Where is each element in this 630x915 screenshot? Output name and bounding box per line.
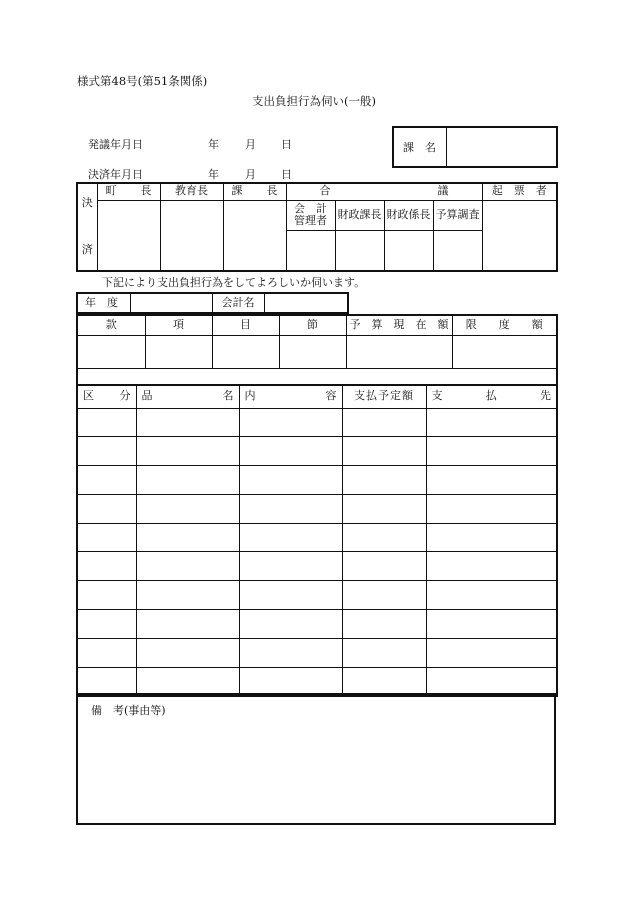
detail-cell[interactable] xyxy=(342,408,426,437)
detail-row xyxy=(77,494,557,523)
detail-row xyxy=(77,638,557,667)
detail-cell[interactable] xyxy=(239,638,342,667)
council-header: 合 議 xyxy=(286,183,482,200)
detail-cell[interactable] xyxy=(426,610,557,639)
budget-cell[interactable] xyxy=(77,335,145,368)
account-name-field[interactable] xyxy=(264,293,348,313)
decision-year: 年 xyxy=(208,168,219,181)
remarks-box[interactable] xyxy=(76,693,556,825)
detail-header-planned-amount: 支払予定額 xyxy=(342,385,426,408)
detail-cell[interactable] xyxy=(239,552,342,581)
section-name-label: 課 名 xyxy=(403,141,436,154)
section-divider xyxy=(446,128,447,166)
detail-cell[interactable] xyxy=(342,667,426,696)
detail-cell[interactable] xyxy=(77,638,136,667)
detail-cell[interactable] xyxy=(239,437,342,466)
decision-day: 日 xyxy=(281,168,292,181)
detail-row xyxy=(77,437,557,466)
detail-cell[interactable] xyxy=(136,466,239,495)
detail-cell[interactable] xyxy=(77,667,136,696)
detail-cell[interactable] xyxy=(239,610,342,639)
fiscal-year-label: 年 度 xyxy=(77,293,130,313)
budget-header-kan: 款 xyxy=(77,315,145,335)
accounting-manager-stamp[interactable] xyxy=(286,230,335,271)
detail-cell[interactable] xyxy=(239,667,342,696)
detail-cell[interactable] xyxy=(426,494,557,523)
detail-cell[interactable] xyxy=(77,610,136,639)
detail-cell[interactable] xyxy=(426,667,557,696)
detail-row xyxy=(77,523,557,552)
town-head-header: 町 長 xyxy=(97,183,160,200)
detail-cell[interactable] xyxy=(136,494,239,523)
detail-header-content: 内 容 xyxy=(239,385,342,408)
detail-cell[interactable] xyxy=(426,581,557,610)
detail-cell[interactable] xyxy=(77,581,136,610)
detail-row xyxy=(77,408,557,437)
detail-row xyxy=(77,581,557,610)
form-title: 支出負担行為伺い(一般) xyxy=(252,94,376,108)
section-name-field[interactable] xyxy=(448,128,556,166)
detail-cell[interactable] xyxy=(239,466,342,495)
detail-cell[interactable] xyxy=(136,408,239,437)
detail-cell[interactable] xyxy=(136,437,239,466)
budget-header-moku: 目 xyxy=(212,315,279,335)
detail-cell[interactable] xyxy=(426,523,557,552)
budget-table xyxy=(76,314,558,386)
detail-cell[interactable] xyxy=(342,466,426,495)
detail-cell[interactable] xyxy=(342,437,426,466)
detail-header-payee: 支 払 先 xyxy=(426,385,557,408)
budget-cell[interactable] xyxy=(212,335,279,368)
detail-cell[interactable] xyxy=(342,610,426,639)
detail-cell[interactable] xyxy=(426,408,557,437)
detail-cell[interactable] xyxy=(77,437,136,466)
approval-table xyxy=(76,182,558,272)
finance-section-head-header: 財政課長 xyxy=(335,200,384,230)
finance-section-head-stamp[interactable] xyxy=(335,230,384,271)
drafter-stamp[interactable] xyxy=(482,200,557,271)
budget-cell[interactable] xyxy=(145,335,212,368)
decision-month: 月 xyxy=(245,168,256,181)
detail-cell[interactable] xyxy=(239,494,342,523)
budget-cell[interactable] xyxy=(346,335,452,368)
budget-header-setsu: 節 xyxy=(279,315,346,335)
detail-cell[interactable] xyxy=(426,437,557,466)
detail-cell[interactable] xyxy=(239,523,342,552)
detail-cell[interactable] xyxy=(77,466,136,495)
town-head-stamp[interactable] xyxy=(97,200,160,271)
detail-cell[interactable] xyxy=(77,552,136,581)
account-name-label: 会計名 xyxy=(212,293,264,313)
detail-cell[interactable] xyxy=(136,523,239,552)
budget-header-limit: 限 度 額 xyxy=(452,315,557,335)
detail-cell[interactable] xyxy=(136,581,239,610)
section-head-stamp[interactable] xyxy=(223,200,286,271)
proposal-day: 日 xyxy=(281,138,292,151)
budget-check-stamp[interactable] xyxy=(433,230,482,271)
fiscal-table xyxy=(76,292,349,314)
detail-cell[interactable] xyxy=(426,466,557,495)
detail-cell[interactable] xyxy=(342,523,426,552)
detail-cell[interactable] xyxy=(426,552,557,581)
budget-header-kou: 項 xyxy=(145,315,212,335)
detail-cell[interactable] xyxy=(239,408,342,437)
detail-cell[interactable] xyxy=(342,494,426,523)
detail-cell[interactable] xyxy=(136,638,239,667)
detail-cell[interactable] xyxy=(77,408,136,437)
detail-cell[interactable] xyxy=(239,581,342,610)
detail-row xyxy=(77,466,557,495)
proposal-month: 月 xyxy=(245,138,256,151)
decision-date-label: 決済年月日 xyxy=(88,168,143,181)
detail-header-category: 区 分 xyxy=(77,385,136,408)
fiscal-year-field[interactable] xyxy=(130,293,212,313)
finance-staff-head-stamp[interactable] xyxy=(384,230,433,271)
detail-row xyxy=(77,610,557,639)
detail-cell[interactable] xyxy=(136,552,239,581)
detail-cell[interactable] xyxy=(342,638,426,667)
budget-check-header: 予算調査 xyxy=(433,200,482,230)
remarks-label: 備 考(事由等) xyxy=(91,704,166,717)
detail-row xyxy=(77,552,557,581)
budget-cell[interactable] xyxy=(452,335,557,368)
proposal-year: 年 xyxy=(208,138,219,151)
section-head-header: 課 長 xyxy=(223,183,286,200)
detail-cell[interactable] xyxy=(136,610,239,639)
request-text: 下記により支出負担行為をしてよろしいか伺います。 xyxy=(102,276,366,289)
detail-row xyxy=(77,667,557,696)
detail-cell[interactable] xyxy=(426,638,557,667)
detail-header-item: 品 名 xyxy=(136,385,239,408)
form-number: 様式第48号(第51条関係) xyxy=(77,74,208,88)
decision-side-label: 決 済 xyxy=(77,183,97,271)
detail-cell[interactable] xyxy=(342,581,426,610)
budget-header-current: 予 算 現 在 額 xyxy=(346,315,452,335)
accounting-manager-header: 会 計 管理者 xyxy=(286,200,335,230)
education-head-stamp[interactable] xyxy=(160,200,223,271)
detail-table xyxy=(76,384,558,697)
education-head-header: 教育長 xyxy=(160,183,223,200)
detail-cell[interactable] xyxy=(342,552,426,581)
drafter-header: 起 票 者 xyxy=(482,183,557,200)
proposal-date-label: 発議年月日 xyxy=(88,138,143,151)
detail-cell[interactable] xyxy=(77,523,136,552)
budget-cell[interactable] xyxy=(279,335,346,368)
budget-spacer-row xyxy=(77,368,557,385)
detail-cell[interactable] xyxy=(136,667,239,696)
section-name-box xyxy=(392,126,558,168)
finance-staff-head-header: 財政係長 xyxy=(384,200,433,230)
detail-cell[interactable] xyxy=(77,494,136,523)
